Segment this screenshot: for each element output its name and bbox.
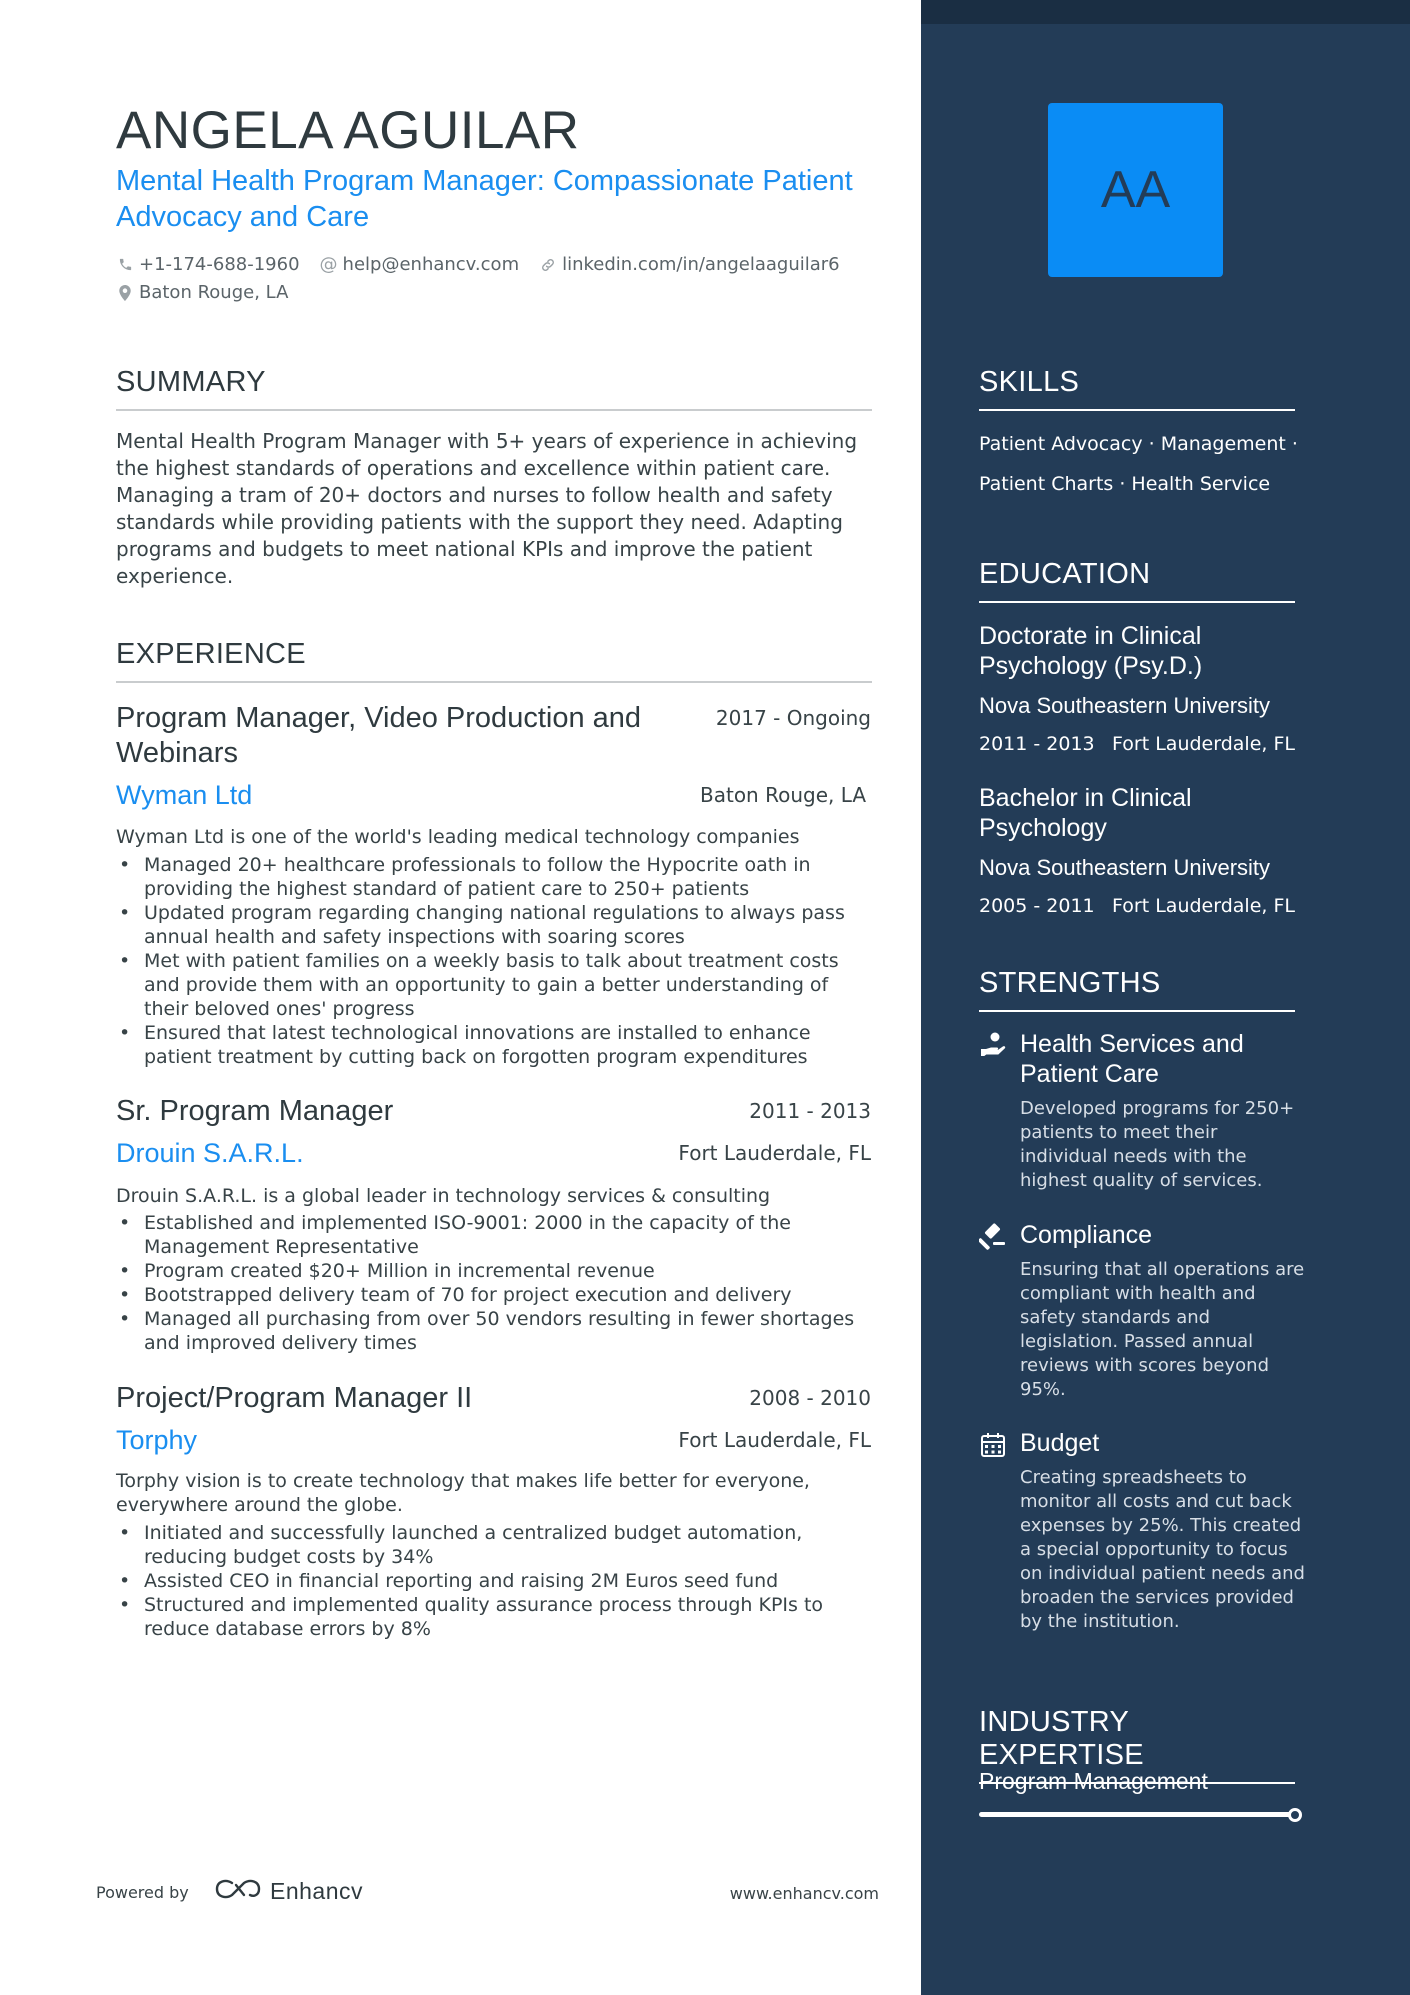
education-meta xyxy=(979,895,1295,917)
skills-line: Patient Advocacy · Management · xyxy=(979,433,1298,455)
list-item: • Updated program regarding changing national regulations to always pass annual health and safety inspections with soaring scores xyxy=(116,901,876,949)
strength-title: Budget xyxy=(1020,1429,1100,1457)
gavel-icon xyxy=(979,1222,1007,1250)
at-icon: @ xyxy=(319,254,338,275)
strength-description: Creating spreadsheets to monitor all costs and cut back expenses by 25%. This created a special opportunity to focus on individual patient needs and broaden the services provided by the institution. xyxy=(1020,1467,1305,1632)
education-degree: Bachelor in Clinical Psychology xyxy=(979,784,1192,842)
education-school: Nova Southeastern University xyxy=(979,693,1271,718)
company-name[interactable]: Wyman Ltd xyxy=(116,780,253,810)
job-location: Fort Lauderdale, FL xyxy=(678,1428,871,1452)
sidebar-top-strip xyxy=(921,0,1410,24)
strength-title: Health Services and Patient Care xyxy=(1020,1030,1244,1088)
experience-heading: EXPERIENCE xyxy=(116,638,872,683)
strength-description: Developed programs for 250+ patients to meet their individual needs with the highest quality of services. xyxy=(1020,1098,1295,1191)
education-meta xyxy=(979,733,1295,755)
education-heading: EDUCATION xyxy=(979,558,1295,603)
summary-heading: SUMMARY xyxy=(116,366,872,411)
strength-description: Ensuring that all operations are compliant with health and safety standards and legislation. Passed annual reviews with scores beyond 95%. xyxy=(1020,1259,1305,1400)
list-item: • Ensured that latest technological innovations are installed to enhance patient treatment by cutting back on forgotten program expenditures xyxy=(116,1021,876,1069)
phone-icon xyxy=(116,256,134,274)
company-name[interactable]: Drouin S.A.R.L. xyxy=(116,1138,304,1168)
company-description: Drouin S.A.R.L. is a global leader in technology services & consulting xyxy=(116,1185,771,1207)
list-item: • Managed 20+ healthcare professionals to follow the Hypocrite oath in providing the highest standard of patient care to 250+ patients xyxy=(116,853,876,901)
sidebar xyxy=(921,0,1410,1995)
enhancv-brand: Enhancv xyxy=(270,1877,364,1904)
list-item: • Initiated and successfully launched a centralized budget automation, reducing budget costs by 34% xyxy=(116,1521,876,1569)
enhancv-logo-icon xyxy=(214,1877,262,1905)
strength-title: Compliance xyxy=(1020,1221,1153,1249)
expertise-level-bar xyxy=(979,1812,1295,1817)
avatar: AA xyxy=(1048,103,1223,277)
list-item: • Established and implemented ISO-9001: 2000 in the capacity of the Management Representative xyxy=(116,1211,876,1259)
link-icon xyxy=(539,256,557,274)
job-bullets xyxy=(116,853,876,1069)
location-item xyxy=(116,282,288,303)
list-item: • Program created $20+ Million in incremental revenue xyxy=(116,1259,876,1283)
education-degree: Doctorate in Clinical Psychology (Psy.D.) xyxy=(979,622,1203,680)
headline: Mental Health Program Manager: Compassionate Patient Advocacy and Care xyxy=(116,165,853,233)
map-pin-icon xyxy=(116,284,134,302)
list-item: • Managed all purchasing from over 50 vendors resulting in fewer shortages and improved delivery times xyxy=(116,1307,876,1355)
education-location: Fort Lauderdale, FL xyxy=(1112,733,1295,755)
job-bullets xyxy=(116,1521,876,1641)
expertise-level-knob xyxy=(1288,1808,1302,1822)
hand-care-icon xyxy=(979,1031,1007,1059)
strengths-heading: STRENGTHS xyxy=(979,967,1295,1012)
candidate-name: ANGELA AGUILAR xyxy=(116,101,580,160)
education-dates: 2011 - 2013 xyxy=(979,733,1095,755)
education-dates: 2005 - 2011 xyxy=(979,895,1095,917)
company-description: Torphy vision is to create technology that makes life better for everyone, everywhere around the globe. xyxy=(116,1470,810,1516)
location-row xyxy=(116,282,308,303)
skills-list xyxy=(979,424,1299,504)
education-location: Fort Lauderdale, FL xyxy=(1112,895,1295,917)
job-bullets xyxy=(116,1211,876,1355)
contact-row xyxy=(116,254,860,275)
summary-text: Mental Health Program Manager with 5+ years of experience in achieving the highest standards of operations and excellence within patient care. Managing a tram of 20+ doctors and nurses to follow health and safety standards while providing patients with the support they need. Adapting programs and budgets to meet national KPIs and improve the patient experience. xyxy=(116,429,858,588)
location-text: Baton Rouge, LA xyxy=(139,282,289,303)
enhancv-logo[interactable] xyxy=(214,1877,363,1905)
job-title: Sr. Program Manager xyxy=(116,1095,394,1127)
company-name[interactable]: Torphy xyxy=(116,1425,198,1455)
skills-line: Patient Charts · Health Service xyxy=(979,473,1271,495)
linkedin-item xyxy=(539,254,840,275)
education-school: Nova Southeastern University xyxy=(979,855,1271,880)
list-item: • Met with patient families on a weekly basis to talk about treatment costs and provide them with an opportunity to gain a better understanding of their beloved ones' progress xyxy=(116,949,876,1021)
linkedin-text[interactable]: linkedin.com/in/angelaaguilar6 xyxy=(562,254,840,275)
company-description: Wyman Ltd is one of the world's leading medical technology companies xyxy=(116,826,800,848)
list-item: • Structured and implemented quality assurance process through KPIs to reduce database errors by 8% xyxy=(116,1593,876,1641)
email-text[interactable]: help@enhancv.com xyxy=(342,254,520,275)
powered-by-label: Powered by xyxy=(96,1883,189,1902)
skills-heading: SKILLS xyxy=(979,366,1295,411)
email-item xyxy=(320,254,520,275)
job-location: Fort Lauderdale, FL xyxy=(678,1141,871,1165)
website-link[interactable]: www.enhancv.com xyxy=(729,1884,879,1903)
job-title: Project/Program Manager II xyxy=(116,1382,473,1414)
job-location: Baton Rouge, LA xyxy=(700,783,866,807)
list-item: • Bootstrapped delivery team of 70 for project execution and delivery xyxy=(116,1283,876,1307)
industry-expertise-heading: INDUSTRY EXPERTISE xyxy=(979,1706,1295,1784)
job-dates: 2008 - 2010 xyxy=(749,1386,871,1410)
phone-text[interactable]: +1-174-688-1960 xyxy=(139,254,300,275)
job-dates: 2011 - 2013 xyxy=(749,1099,871,1123)
phone-item xyxy=(116,254,300,275)
expertise-name: Program Management xyxy=(979,1768,1208,1794)
calendar-icon xyxy=(979,1431,1007,1459)
job-dates: 2017 - Ongoing xyxy=(715,706,871,730)
job-title: Program Manager, Video Production and Webinars xyxy=(116,702,642,769)
list-item: • Assisted CEO in financial reporting and raising 2M Euros seed fund xyxy=(116,1569,876,1593)
